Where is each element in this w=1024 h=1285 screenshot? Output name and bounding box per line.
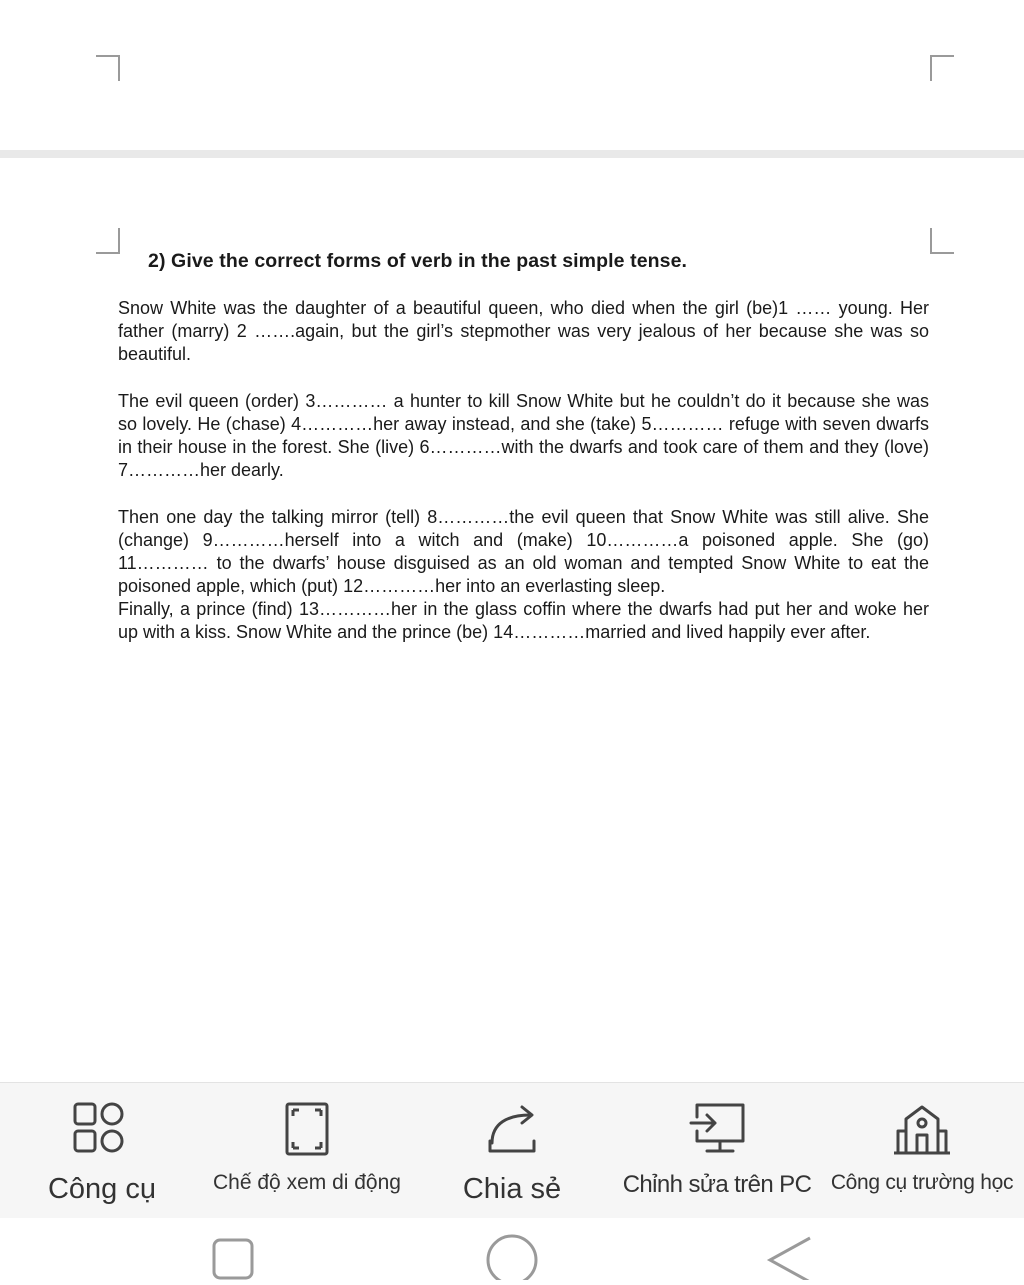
edit-on-pc-label: Chỉnh sửa trên PC	[622, 1171, 812, 1198]
school-tools-label: Công cụ trường học	[830, 1171, 1014, 1194]
edit-on-pc-icon	[687, 1101, 747, 1162]
share-button[interactable]	[440, 1083, 584, 1219]
recents-nav-icon[interactable]	[214, 1240, 252, 1278]
nav-buttons-icon	[0, 1218, 1024, 1280]
mobile-view-label: Chế độ xem di động	[213, 1171, 401, 1194]
back-nav-icon[interactable]	[770, 1238, 810, 1280]
crop-mark-top-left	[96, 55, 120, 81]
school-tools-button[interactable]	[822, 1083, 1022, 1219]
crop-mark-top-right	[930, 55, 954, 81]
paragraph-4: Finally, a prince (find) 13…………her in the glass coffin where the dwarfs had put her and woke her up with a kiss. Snow White and the prince (be) 14…………married and lived happily ever after.	[118, 599, 929, 642]
home-nav-icon[interactable]	[488, 1236, 536, 1280]
previous-page-bottom	[0, 0, 1024, 150]
tools-button[interactable]	[28, 1083, 176, 1219]
crop-mark-bottom-left	[96, 228, 120, 254]
system-nav-bar	[0, 1218, 1024, 1280]
edit-on-pc-button[interactable]	[614, 1083, 820, 1219]
crop-mark-bottom-right	[930, 228, 954, 254]
paragraph-1: Snow White was the daughter of a beautiful queen, who died when the girl (be)1 …… young. Her father (marry) 2 …….again, but the girl’s stepmother was very jealous of her because she was so beautiful.	[118, 298, 929, 364]
mobile-view-button[interactable]	[205, 1083, 409, 1219]
school-tools-icon	[892, 1101, 952, 1162]
page-separator	[0, 150, 1024, 158]
tools-grid-icon	[72, 1101, 132, 1162]
paragraph-2: The evil queen (order) 3………… a hunter to kill Snow White but he couldn’t do it because she was so lovely. He (chase) 4…………her away instead, and she (take) 5………… refuge with seven dwarfs in their house in the forest. She (live) 6…………with the dwarfs and took care of them and they (love) 7…………her dearly.	[118, 391, 929, 480]
paragraph-3: Then one day the talking mirror (tell) 8…………the evil queen that Snow White was still alive. She (change) 9…………herself into a witch and (make) 10…………a poisoned apple. She (go) 11………… to the dwarfs’ house disguised as an old woman and tempted Snow White to eat the poisoned apple, which (put) 12…………her into an everlasting sleep.	[118, 507, 929, 596]
share-icon	[482, 1101, 542, 1162]
mobile-view-icon	[284, 1101, 330, 1162]
share-label: Chia sẻ	[462, 1173, 562, 1205]
document-page	[118, 250, 929, 668]
bottom-toolbar	[0, 1082, 1024, 1219]
tools-label: Công cụ	[47, 1173, 156, 1205]
exercise-heading: 2) Give the correct forms of verb in the past simple tense.	[148, 250, 688, 272]
